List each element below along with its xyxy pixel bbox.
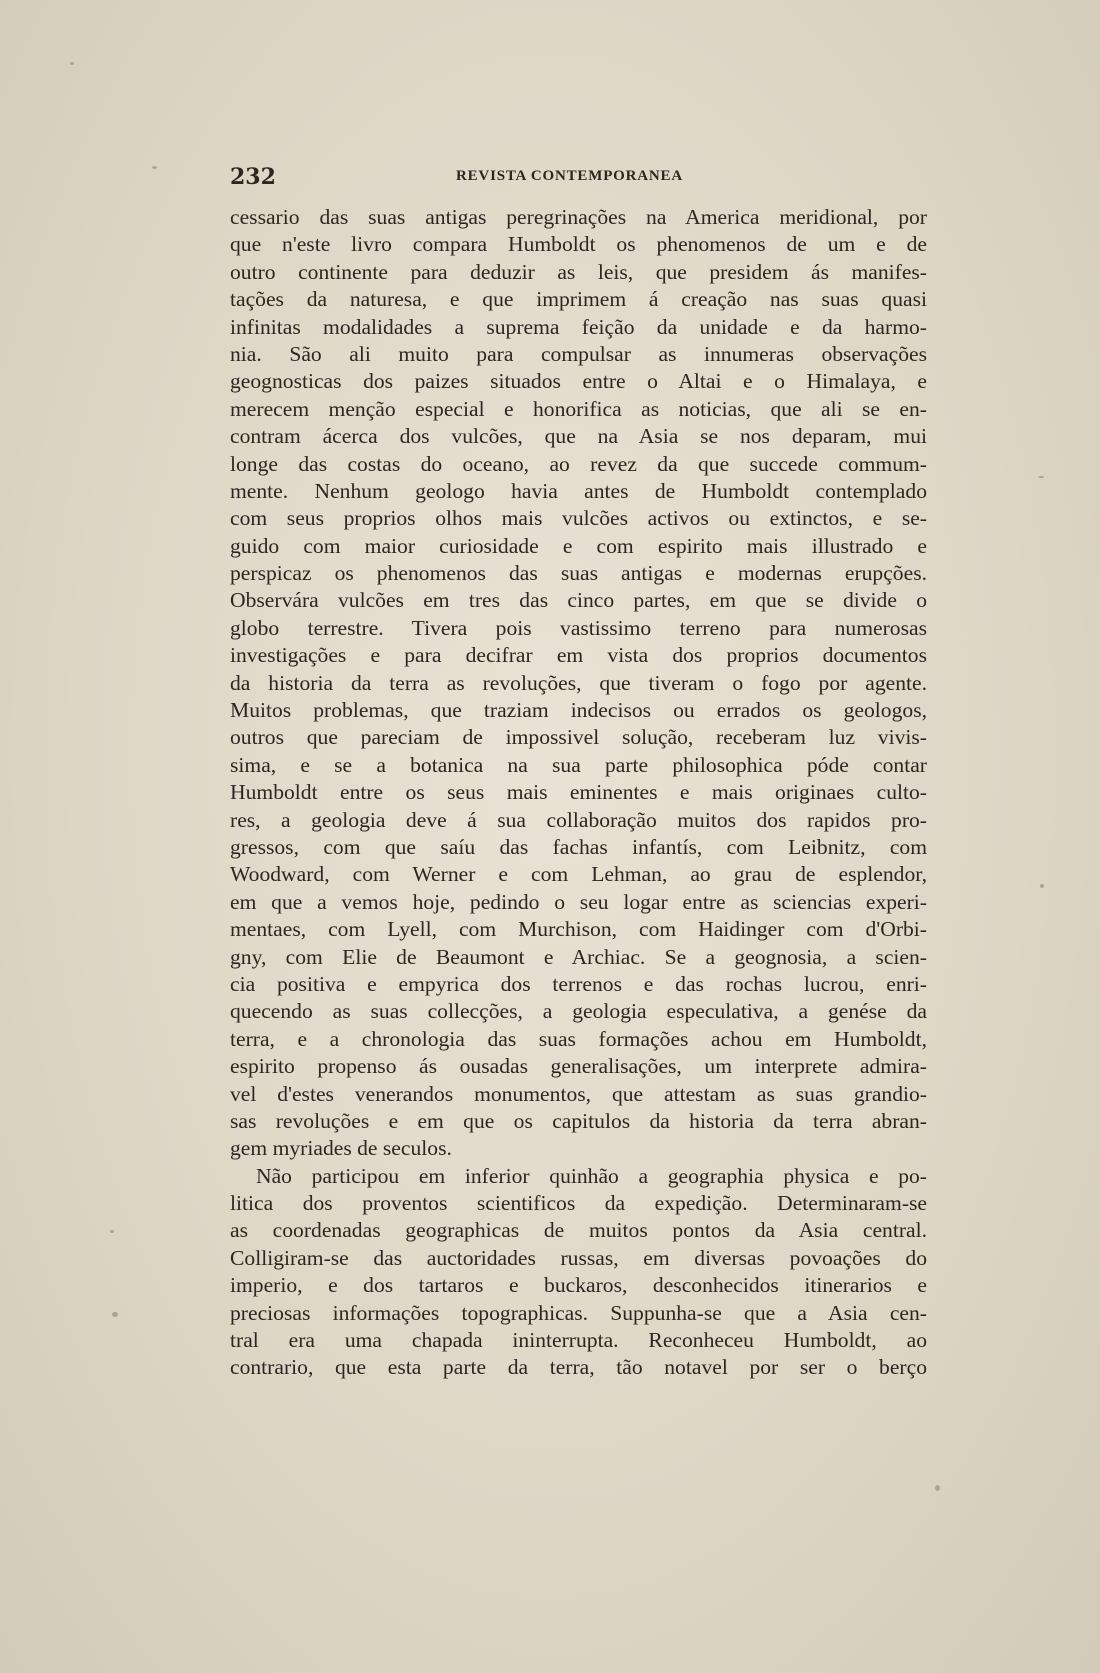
text-line: sas revoluções e em que os capitulos da historia da terra abran- bbox=[230, 1108, 927, 1133]
paragraph-2 bbox=[230, 1163, 927, 1382]
text-line: guido com maior curiosidade e com espirito mais illustrado e bbox=[230, 533, 927, 558]
text-line: res, a geologia deve á sua collaboração muitos dos rapidos pro- bbox=[230, 807, 927, 832]
text-line: as coordenadas geographicas de muitos pontos da Asia central. bbox=[230, 1218, 927, 1243]
paragraph-1 bbox=[230, 204, 927, 1163]
text-line: contrario, que esta parte da terra, tão notavel por ser o berço bbox=[230, 1355, 927, 1380]
text-line: imperio, e dos tartaros e buckaros, desconhecidos itinerarios e bbox=[230, 1273, 927, 1298]
running-head bbox=[230, 164, 930, 192]
text-line: infinitas modalidades a suprema feição da unidade e da harmo- bbox=[230, 314, 927, 339]
text-line: nia. São ali muito para compulsar as innumeras observações bbox=[230, 341, 927, 366]
text-line: Humboldt entre os seus mais eminentes e mais originaes culto- bbox=[230, 780, 927, 805]
paper-speck bbox=[152, 166, 157, 169]
text-line: merecem menção especial e honorifica as noticias, que ali se en- bbox=[230, 396, 927, 421]
text-line: tral era uma chapada ininterrupta. Reconheceu Humboldt, ao bbox=[230, 1328, 927, 1353]
text-line: litica dos proventos scientificos da expedição. Determinaram-se bbox=[230, 1191, 927, 1216]
text-line: investigações e para decifrar em vista dos proprios documentos bbox=[230, 643, 927, 668]
text-line: gem myriades de seculos. bbox=[230, 1136, 452, 1161]
paper-speck bbox=[1038, 476, 1044, 478]
text-line: outros que pareciam de impossivel solução, receberam luz vivis- bbox=[230, 725, 927, 750]
paper-speck bbox=[1040, 884, 1044, 888]
text-line: com seus proprios olhos mais vulcões activos ou extinctos, e se- bbox=[230, 506, 927, 531]
text-line: geognosticas dos paizes situados entre o Altai e o Himalaya, e bbox=[230, 369, 927, 394]
text-line: cessario das suas antigas peregrinações na America meridional, por bbox=[230, 205, 927, 229]
text-line: contram ácerca dos vulcões, que na Asia se nos deparam, mui bbox=[230, 424, 927, 449]
text-line: que n'este livro compara Humboldt os phenomenos de um e de bbox=[230, 232, 927, 257]
text-line: terra, e a chronologia das suas formações achou em Humboldt, bbox=[230, 1026, 927, 1051]
text-line: vel d'estes venerandos monumentos, que attestam as suas grandio- bbox=[230, 1081, 927, 1106]
text-line: quecendo as suas collecções, a geologia especulativa, a genése da bbox=[230, 999, 927, 1024]
journal-title: REVISTA CONTEMPORANEA bbox=[456, 168, 683, 184]
text-line: da historia da terra as revoluções, que tiveram o fogo por agente. bbox=[230, 670, 927, 695]
text-line: Observára vulcões em tres das cinco partes, em que se divide o bbox=[230, 588, 927, 613]
paper-speck bbox=[112, 1312, 118, 1317]
paper-speck bbox=[935, 1485, 940, 1491]
body-text bbox=[230, 204, 927, 1382]
text-line: Muitos problemas, que traziam indecisos ou errados os geologos, bbox=[230, 698, 927, 723]
text-line: perspicaz os phenomenos das suas antigas e modernas erupções. bbox=[230, 561, 927, 586]
text-line: outro continente para deduzir as leis, que presidem ás manifes- bbox=[230, 259, 927, 284]
text-line: globo terrestre. Tivera pois vastissimo terreno para numerosas bbox=[230, 615, 927, 640]
paper-speck bbox=[70, 62, 74, 65]
text-line: tações da naturesa, e que imprimem á creação nas suas quasi bbox=[230, 287, 927, 312]
text-line: Woodward, com Werner e com Lehman, ao grau de esplendor, bbox=[230, 862, 927, 887]
text-line: gressos, com que saíu das fachas infantís, com Leibnitz, com bbox=[230, 834, 927, 859]
text-line: mente. Nenhum geologo havia antes de Humboldt contemplado bbox=[230, 478, 927, 503]
page-number: 232 bbox=[230, 164, 276, 190]
text-line: sima, e se a botanica na sua parte philosophica póde contar bbox=[230, 752, 927, 777]
text-line: em que a vemos hoje, pedindo o seu logar entre as sciencias experi- bbox=[230, 889, 927, 914]
text-line: Não participou em inferior quinhão a geographia physica e po- bbox=[256, 1163, 927, 1188]
text-line: cia positiva e empyrica dos terrenos e das rochas lucrou, enri- bbox=[230, 971, 927, 996]
text-line: espirito propenso ás ousadas generalisações, um interprete admira- bbox=[230, 1054, 927, 1079]
paper-speck bbox=[110, 1230, 114, 1233]
text-line: mentaes, com Lyell, com Murchison, com Haidinger com d'Orbi- bbox=[230, 917, 927, 942]
text-line: longe das costas do oceano, ao revez da que succede commum- bbox=[230, 451, 927, 476]
text-line: Colligiram-se das auctoridades russas, em diversas povoações do bbox=[230, 1245, 927, 1270]
text-line: preciosas informações topographicas. Suppunha-se que a Asia cen- bbox=[230, 1300, 927, 1325]
text-line: gny, com Elie de Beaumont e Archiac. Se a geognosia, a scien- bbox=[230, 944, 927, 969]
